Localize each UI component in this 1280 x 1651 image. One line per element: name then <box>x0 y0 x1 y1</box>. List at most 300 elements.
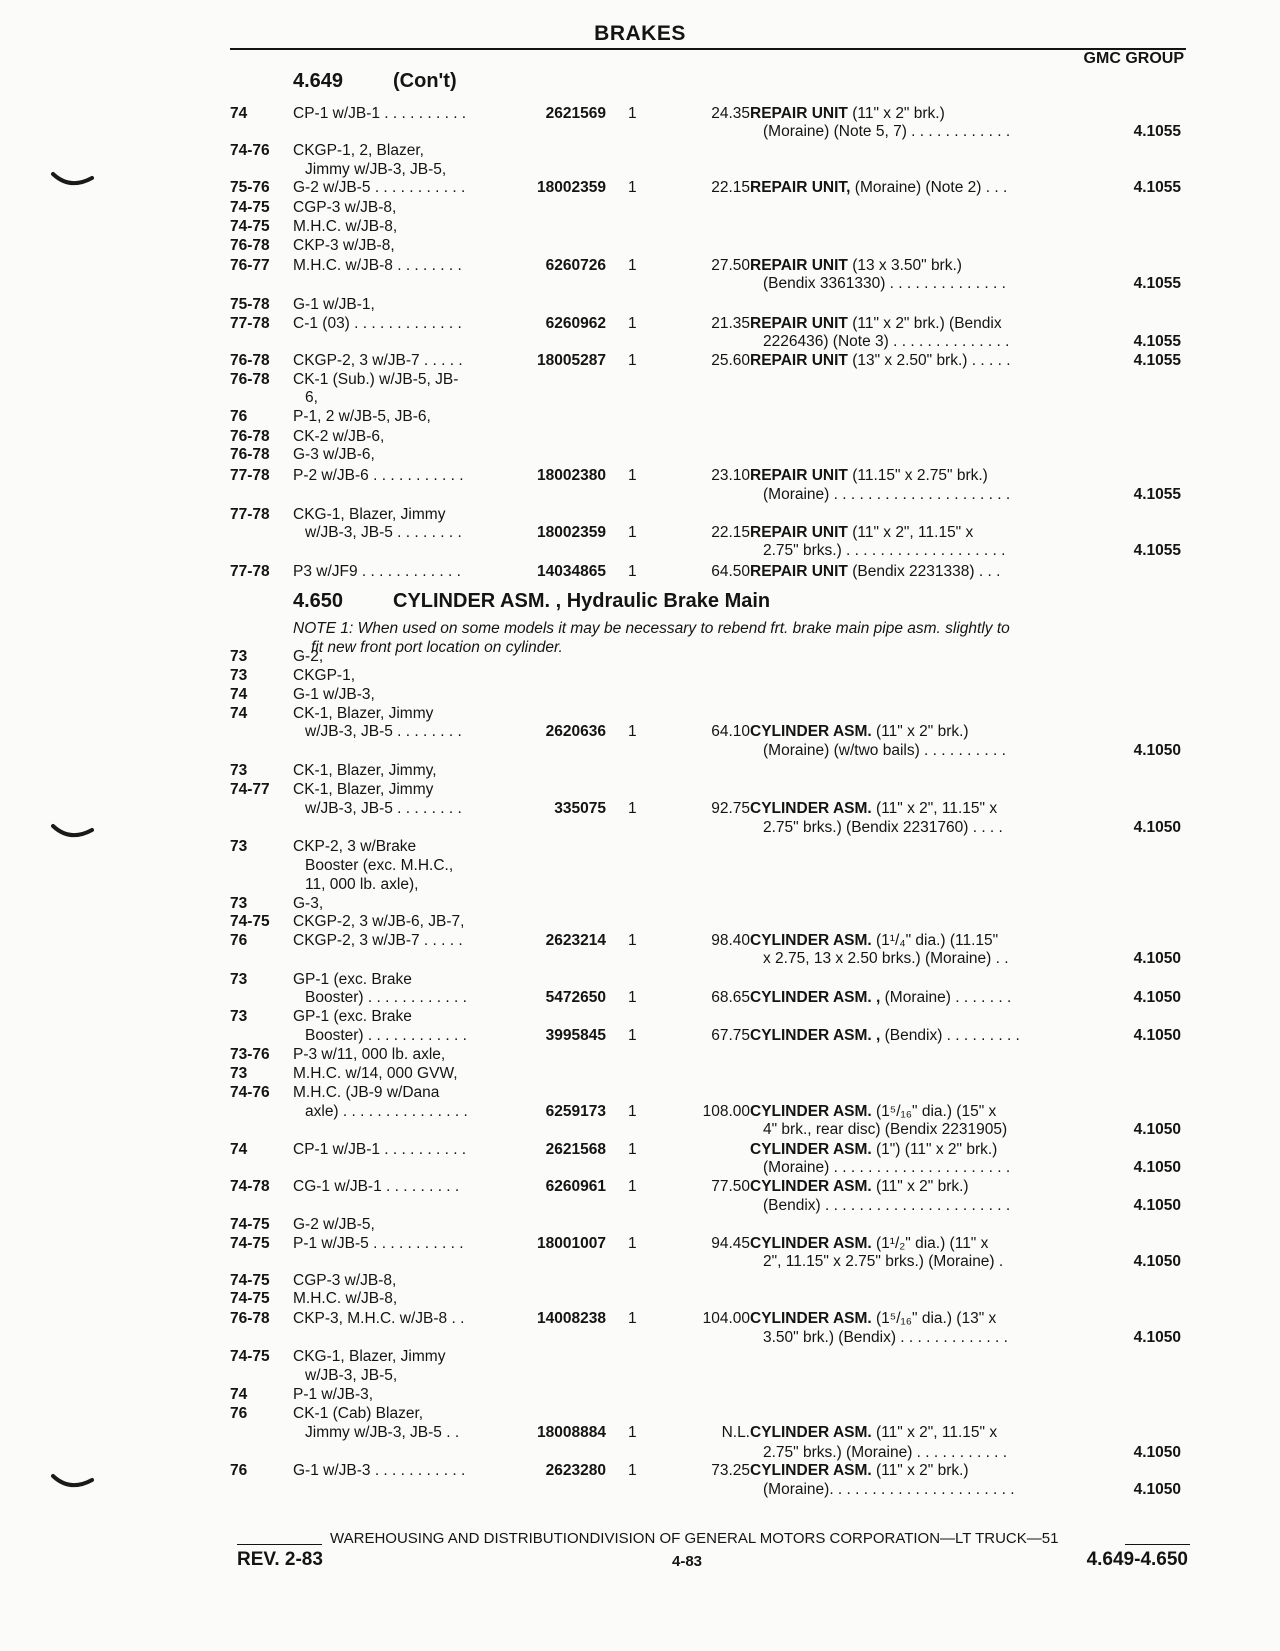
price-cell: 24.35 <box>711 105 750 122</box>
table-row <box>0 1252 1280 1271</box>
table-row <box>0 1158 1280 1177</box>
year-cell: 73-76 <box>230 1046 270 1063</box>
description-cell <box>750 104 945 123</box>
model-cell: P-3 w/11, 000 lb. axle, <box>293 1046 446 1063</box>
model-cell: w/JB-3, JB-5 . . . . . . . . <box>305 524 462 541</box>
year-cell: 74-75 <box>230 1348 270 1365</box>
table-row <box>0 1007 1280 1026</box>
reference-cell: 4.1050 <box>1133 1027 1181 1044</box>
header-rule <box>230 48 1186 50</box>
description-cell <box>750 1177 969 1196</box>
year-cell: 74-75 <box>230 218 270 235</box>
description-cell <box>750 1102 996 1121</box>
description-detail: (1⁵/₁₆" dia.) (15" x <box>871 1103 997 1120</box>
price-cell: 64.50 <box>711 563 750 580</box>
year-cell: 74-75 <box>230 1235 270 1252</box>
year-cell: 75-76 <box>230 179 270 196</box>
description-cell <box>750 1026 1020 1045</box>
table-row <box>0 1309 1280 1328</box>
model-cell: CKG-1, Blazer, Jimmy <box>293 506 446 523</box>
price-cell: N.L. <box>721 1424 750 1441</box>
model-cell: CKP-2, 3 w/Brake <box>293 838 417 855</box>
quantity-cell: 1 <box>628 723 637 740</box>
table-row <box>0 1271 1280 1290</box>
description-cell <box>750 799 997 818</box>
table-row <box>0 217 1280 236</box>
binder-mark <box>50 170 96 190</box>
part-number-cell: 3995845 <box>545 1027 606 1044</box>
model-cell: GP-1 (exc. Brake <box>293 1008 412 1025</box>
section-range: 4.649-4.650 <box>1086 1549 1188 1570</box>
note-line-2: fit new front port location on cylinder. <box>311 639 563 656</box>
model-cell: P-1, 2 w/JB-5, JB-6, <box>293 408 431 425</box>
table-row <box>0 1385 1280 1404</box>
year-cell: 73 <box>230 895 248 912</box>
description-detail: (1") (11" x 2" brk.) <box>871 1141 998 1158</box>
part-number-cell: 6260962 <box>545 315 606 332</box>
part-number-cell: 14034865 <box>537 563 606 580</box>
model-cell: P-2 w/JB-6 . . . . . . . . . . . <box>293 467 464 484</box>
section-title: CYLINDER ASM. , Hydraulic Brake Main <box>393 590 771 612</box>
table-row <box>0 562 1280 581</box>
reference-cell: 4.1050 <box>1133 1329 1181 1346</box>
year-cell: 74-75 <box>230 1216 270 1233</box>
year-cell: 74-76 <box>230 142 270 159</box>
year-cell: 76 <box>230 932 248 949</box>
year-cell: 73 <box>230 971 248 988</box>
model-cell: G-2, <box>293 648 324 665</box>
description-cell <box>750 722 969 741</box>
model-cell: CK-1, Blazer, Jimmy, <box>293 762 437 779</box>
table-row <box>0 1443 1280 1462</box>
part-number-cell: 6260726 <box>545 257 606 274</box>
table-row <box>0 198 1280 217</box>
description-detail: (Bendix) . . . . . . . . . <box>880 1027 1020 1044</box>
description-cell <box>763 1328 1008 1347</box>
section-title: (Con't) <box>393 70 457 92</box>
table-row <box>0 256 1280 275</box>
description-cell <box>750 1461 969 1480</box>
quantity-cell: 1 <box>628 1235 637 1252</box>
price-cell: 21.35 <box>711 315 750 332</box>
model-cell: M.H.C. w/14, 000 GVW, <box>293 1065 458 1082</box>
part-number-cell: 14008238 <box>537 1310 606 1327</box>
quantity-cell: 1 <box>628 1310 637 1327</box>
quantity-cell: 1 <box>628 989 637 1006</box>
description-item-name: CYLINDER ASM. <box>750 1103 872 1120</box>
model-cell: CK-2 w/JB-6, <box>293 428 385 445</box>
table-row <box>0 1328 1280 1347</box>
price-cell: 64.10 <box>711 723 750 740</box>
page-number: 4-83 <box>672 1553 703 1570</box>
description-detail: (Moraine) (Note 5, 7) . . . . . . . . . . . . <box>763 123 1011 140</box>
description-detail: (Moraine) (w/two bails) . . . . . . . . . . <box>763 742 1006 759</box>
table-row <box>0 104 1280 123</box>
model-cell: CK-1, Blazer, Jimmy <box>293 781 434 798</box>
description-detail: 2.75" brks.) . . . . . . . . . . . . . . . . . . . <box>763 542 1006 559</box>
reference-cell: 4.1050 <box>1133 989 1181 1006</box>
model-cell: CP-1 w/JB-1 . . . . . . . . . . <box>293 1141 467 1158</box>
model-cell: CK-1 (Sub.) w/JB-5, JB- <box>293 371 459 388</box>
description-cell <box>750 1423 997 1442</box>
year-cell: 77-78 <box>230 315 270 332</box>
table-row <box>0 1347 1280 1366</box>
year-cell: 74-75 <box>230 1290 270 1307</box>
description-item-name: CYLINDER ASM. <box>750 932 872 949</box>
model-cell: G-3 w/JB-6, <box>293 446 375 463</box>
reference-cell: 4.1055 <box>1133 486 1181 503</box>
table-row <box>0 295 1280 314</box>
table-row <box>0 988 1280 1007</box>
table-row <box>0 1120 1280 1139</box>
table-row <box>0 485 1280 504</box>
table-row <box>0 722 1280 741</box>
table-row <box>0 236 1280 255</box>
part-number-cell: 2621568 <box>545 1141 606 1158</box>
table-row <box>0 1064 1280 1083</box>
quantity-cell: 1 <box>628 932 637 949</box>
model-cell: CKG-1, Blazer, Jimmy <box>293 1348 446 1365</box>
description-detail: (Moraine). . . . . . . . . . . . . . . . . . . . . . <box>763 1481 1015 1498</box>
quantity-cell: 1 <box>628 1103 637 1120</box>
reference-cell: 4.1050 <box>1133 1253 1181 1270</box>
model-cell: w/JB-3, JB-5 . . . . . . . . <box>305 723 462 740</box>
table-row <box>0 931 1280 950</box>
price-cell: 22.15 <box>711 524 750 541</box>
footer-rule-right <box>1125 1544 1190 1545</box>
model-cell: P-1 w/JB-3, <box>293 1386 374 1403</box>
description-item-name: CYLINDER ASM. <box>750 1310 872 1327</box>
price-cell: 73.25 <box>711 1462 750 1479</box>
table-row <box>0 704 1280 723</box>
year-cell: 77-78 <box>230 563 270 580</box>
reference-cell: 4.1055 <box>1133 179 1181 196</box>
price-cell: 27.50 <box>711 257 750 274</box>
model-cell: 11, 000 lb. axle), <box>305 876 419 893</box>
table-row <box>0 741 1280 760</box>
reference-cell: 4.1055 <box>1133 542 1181 559</box>
price-cell: 104.00 <box>702 1310 750 1327</box>
description-detail: (11" x 2" brk.) <box>871 1462 969 1479</box>
reference-cell: 4.1050 <box>1133 1197 1181 1214</box>
table-row <box>0 388 1280 407</box>
table-row <box>0 1140 1280 1159</box>
year-cell: 73 <box>230 1008 248 1025</box>
table-row <box>0 1461 1280 1480</box>
part-number-cell: 6259173 <box>545 1103 606 1120</box>
part-number-cell: 2623214 <box>545 932 606 949</box>
table-row <box>0 912 1280 931</box>
year-cell: 74 <box>230 686 248 703</box>
model-cell: CKP-3, M.H.C. w/JB-8 . . <box>293 1310 465 1327</box>
year-cell: 73 <box>230 667 248 684</box>
model-cell: Booster (exc. M.H.C., <box>305 857 454 874</box>
year-cell: 75-78 <box>230 296 270 313</box>
description-cell <box>750 178 1007 197</box>
year-cell: 77-78 <box>230 467 270 484</box>
year-cell: 73 <box>230 762 248 779</box>
price-cell: 23.10 <box>711 467 750 484</box>
description-detail: (11.15" x 2.75" brk.) <box>847 467 988 484</box>
table-row <box>0 445 1280 464</box>
quantity-cell: 1 <box>628 800 637 817</box>
description-cell <box>763 485 1010 504</box>
description-cell <box>763 949 1009 968</box>
description-cell <box>750 562 1000 581</box>
part-number-cell: 18002380 <box>537 467 606 484</box>
model-cell: CP-1 w/JB-1 . . . . . . . . . . <box>293 105 467 122</box>
year-cell: 74-75 <box>230 1272 270 1289</box>
description-cell <box>763 1252 1003 1271</box>
model-cell: CK-1 (Cab) Blazer, <box>293 1405 424 1422</box>
description-detail: (Bendix) . . . . . . . . . . . . . . . . . . . . . . <box>763 1197 1011 1214</box>
description-cell <box>750 988 1011 1007</box>
model-cell: Jimmy w/JB-3, JB-5 . . <box>305 1424 460 1441</box>
year-cell: 74 <box>230 705 248 722</box>
description-cell <box>750 256 962 275</box>
description-item-name: CYLINDER ASM. , <box>750 1027 881 1044</box>
year-cell: 76 <box>230 408 248 425</box>
group-label: GMC GROUP <box>1083 50 1184 67</box>
reference-cell: 4.1050 <box>1133 1444 1181 1461</box>
model-cell: CK-1, Blazer, Jimmy <box>293 705 434 722</box>
price-cell: 108.00 <box>702 1103 750 1120</box>
quantity-cell: 1 <box>628 1027 637 1044</box>
part-number-cell: 18002359 <box>537 524 606 541</box>
description-item-name: REPAIR UNIT <box>750 257 848 274</box>
year-cell: 74 <box>230 105 248 122</box>
table-row <box>0 332 1280 351</box>
table-row <box>0 685 1280 704</box>
reference-cell: 4.1055 <box>1133 123 1181 140</box>
table-row <box>0 1045 1280 1064</box>
description-item-name: CYLINDER ASM. <box>750 1424 872 1441</box>
table-row <box>0 523 1280 542</box>
reference-cell: 4.1050 <box>1133 819 1181 836</box>
table-row <box>0 1083 1280 1102</box>
table-row <box>0 427 1280 446</box>
price-cell: 98.40 <box>711 932 750 949</box>
year-cell: 74-75 <box>230 913 270 930</box>
reference-cell: 4.1055 <box>1133 275 1181 292</box>
description-detail: (11" x 2" brk.) <box>871 723 969 740</box>
part-number-cell: 18008884 <box>537 1424 606 1441</box>
model-cell: G-2 w/JB-5, <box>293 1216 375 1233</box>
quantity-cell: 1 <box>628 1141 637 1158</box>
model-cell: Booster) . . . . . . . . . . . . <box>305 989 467 1006</box>
description-detail: (11" x 2", 11.15" x <box>871 1424 998 1441</box>
description-detail: (13 x 3.50" brk.) <box>847 257 962 274</box>
description-cell <box>750 1309 996 1328</box>
price-cell: 25.60 <box>711 352 750 369</box>
description-cell <box>750 1234 988 1253</box>
description-detail: (11" x 2", 11.15" x <box>847 524 974 541</box>
model-cell: w/JB-3, JB-5 . . . . . . . . <box>305 800 462 817</box>
description-detail: (1¹/₂" dia.) (11" x <box>871 1235 989 1252</box>
year-cell: 73 <box>230 1065 248 1082</box>
table-row <box>0 178 1280 197</box>
description-cell <box>750 1140 997 1159</box>
description-cell <box>750 351 1011 370</box>
model-cell: C-1 (03) . . . . . . . . . . . . . <box>293 315 462 332</box>
description-item-name: CYLINDER ASM. <box>750 1235 872 1252</box>
part-number-cell: 335075 <box>554 800 606 817</box>
price-cell: 68.65 <box>711 989 750 1006</box>
model-cell: GP-1 (exc. Brake <box>293 971 412 988</box>
table-row <box>0 949 1280 968</box>
price-cell: 77.50 <box>711 1178 750 1195</box>
description-detail: 4" brk., rear disc) (Bendix 2231905) <box>763 1121 1008 1138</box>
description-detail: (1⁵/₁₆" dia.) (13" x <box>871 1310 997 1327</box>
description-detail: (11" x 2" brk.) <box>871 1178 969 1195</box>
quantity-cell: 1 <box>628 315 637 332</box>
year-cell: 76-78 <box>230 428 270 445</box>
revision-label: REV. 2-83 <box>237 1549 323 1570</box>
table-row <box>0 761 1280 780</box>
year-cell: 76-78 <box>230 371 270 388</box>
model-cell: M.H.C. (JB-9 w/Dana <box>293 1084 440 1101</box>
description-cell <box>763 1196 1010 1215</box>
model-cell: M.H.C. w/JB-8, <box>293 1290 398 1307</box>
model-cell: G-1 w/JB-3, <box>293 686 375 703</box>
section-heading-4-649 <box>293 70 457 93</box>
quantity-cell: 1 <box>628 352 637 369</box>
table-row <box>0 780 1280 799</box>
description-item-name: CYLINDER ASM. <box>750 1462 872 1479</box>
year-cell: 76-78 <box>230 446 270 463</box>
description-item-name: REPAIR UNIT <box>750 315 848 332</box>
table-row <box>0 856 1280 875</box>
price-cell: 67.75 <box>711 1027 750 1044</box>
model-cell: CKGP-1, <box>293 667 356 684</box>
part-number-cell: 2623280 <box>545 1462 606 1479</box>
quantity-cell: 1 <box>628 563 637 580</box>
description-cell <box>763 274 1006 293</box>
table-row <box>0 1366 1280 1385</box>
table-row <box>0 647 1280 666</box>
table-row <box>0 466 1280 485</box>
table-row <box>0 141 1280 160</box>
model-cell: w/JB-3, JB-5, <box>305 1367 398 1384</box>
description-cell <box>763 332 1009 351</box>
description-cell <box>763 122 1010 141</box>
model-cell: G-2 w/JB-5 . . . . . . . . . . . <box>293 179 466 196</box>
model-cell: CKGP-2, 3 w/JB-7 . . . . . <box>293 932 463 949</box>
description-cell <box>750 931 998 950</box>
description-cell <box>750 523 973 542</box>
part-number-cell: 5472650 <box>545 989 606 1006</box>
reference-cell: 4.1050 <box>1133 1481 1181 1498</box>
table-row <box>0 837 1280 856</box>
description-item-name: REPAIR UNIT, <box>750 179 851 196</box>
table-row <box>0 1102 1280 1121</box>
reference-cell: 4.1050 <box>1133 742 1181 759</box>
year-cell: 74 <box>230 1141 248 1158</box>
reference-cell: 4.1055 <box>1133 352 1181 369</box>
quantity-cell: 1 <box>628 524 637 541</box>
description-item-name: CYLINDER ASM. <box>750 1178 872 1195</box>
description-detail: (11" x 2" brk.) <box>847 105 945 122</box>
description-item-name: REPAIR UNIT <box>750 105 848 122</box>
description-cell <box>750 314 1002 333</box>
description-detail: (Bendix 3361330) . . . . . . . . . . . . . . <box>763 275 1006 292</box>
model-cell: CG-1 w/JB-1 . . . . . . . . . <box>293 1178 460 1195</box>
part-number-cell: 18002359 <box>537 179 606 196</box>
description-detail: (11" x 2", 11.15" x <box>871 800 998 817</box>
part-number-cell: 18005287 <box>537 352 606 369</box>
description-detail: x 2.75, 13 x 2.50 brks.) (Moraine) . . <box>763 950 1009 967</box>
model-cell: Booster) . . . . . . . . . . . . <box>305 1027 467 1044</box>
quantity-cell: 1 <box>628 1424 637 1441</box>
model-cell: P3 w/JF9 . . . . . . . . . . . . <box>293 563 461 580</box>
table-row <box>0 370 1280 389</box>
model-cell: CKGP-2, 3 w/JB-7 . . . . . <box>293 352 463 369</box>
year-cell: 74-77 <box>230 781 270 798</box>
table-row <box>0 314 1280 333</box>
description-item-name: CYLINDER ASM. , <box>750 989 881 1006</box>
table-row <box>0 1423 1280 1442</box>
table-row <box>0 1404 1280 1423</box>
description-detail: (Moraine) . . . . . . . <box>880 989 1012 1006</box>
year-cell: 76 <box>230 1405 248 1422</box>
quantity-cell: 1 <box>628 179 637 196</box>
description-cell <box>763 1443 1007 1462</box>
year-cell: 74-76 <box>230 1084 270 1101</box>
description-detail: 2.75" brks.) (Moraine) . . . . . . . . . . . <box>763 1444 1008 1461</box>
footer-text: WAREHOUSING AND DISTRIBUTIONDIVISION OF GENERAL MOTORS CORPORATION—LT TRUCK—51 <box>330 1530 1059 1547</box>
description-detail: (Moraine) . . . . . . . . . . . . . . . . . . . . . <box>763 1159 1011 1176</box>
table-row <box>0 894 1280 913</box>
year-cell: 76-78 <box>230 237 270 254</box>
description-cell <box>763 1158 1010 1177</box>
model-cell: G-3, <box>293 895 324 912</box>
price-cell: 94.45 <box>711 1235 750 1252</box>
section-number: 4.649 <box>293 70 344 92</box>
table-row <box>0 274 1280 293</box>
year-cell: 74-75 <box>230 199 270 216</box>
description-item-name: REPAIR UNIT <box>750 524 848 541</box>
page-title: BRAKES <box>594 22 686 45</box>
description-item-name: REPAIR UNIT <box>750 352 848 369</box>
table-row <box>0 122 1280 141</box>
table-row <box>0 875 1280 894</box>
year-cell: 77-78 <box>230 506 270 523</box>
description-cell <box>763 1480 1015 1499</box>
description-detail: 2", 11.15" x 2.75" brks.) (Moraine) . <box>763 1253 1004 1270</box>
quantity-cell: 1 <box>628 257 637 274</box>
description-cell <box>750 466 988 485</box>
model-cell: CKP-3 w/JB-8, <box>293 237 395 254</box>
reference-cell: 4.1050 <box>1133 950 1181 967</box>
description-detail: (Moraine) . . . . . . . . . . . . . . . . . . . . . <box>763 486 1011 503</box>
model-cell: P-1 w/JB-5 . . . . . . . . . . . <box>293 1235 464 1252</box>
quantity-cell: 1 <box>628 467 637 484</box>
year-cell: 74 <box>230 1386 248 1403</box>
model-cell: M.H.C. w/JB-8, <box>293 218 398 235</box>
reference-cell: 4.1055 <box>1133 333 1181 350</box>
price-cell: 92.75 <box>711 800 750 817</box>
model-cell: CGP-3 w/JB-8, <box>293 199 397 216</box>
model-cell: CGP-3 w/JB-8, <box>293 1272 397 1289</box>
description-detail: (Moraine) (Note 2) . . . <box>850 179 1008 196</box>
part-number-cell: 18001007 <box>537 1235 606 1252</box>
year-cell: 73 <box>230 648 248 665</box>
description-detail: (13" x 2.50" brk.) . . . . . <box>847 352 1011 369</box>
description-item-name: CYLINDER ASM. <box>750 1141 872 1158</box>
model-cell: CKGP-1, 2, Blazer, <box>293 142 424 159</box>
year-cell: 76-78 <box>230 1310 270 1327</box>
table-row <box>0 1026 1280 1045</box>
